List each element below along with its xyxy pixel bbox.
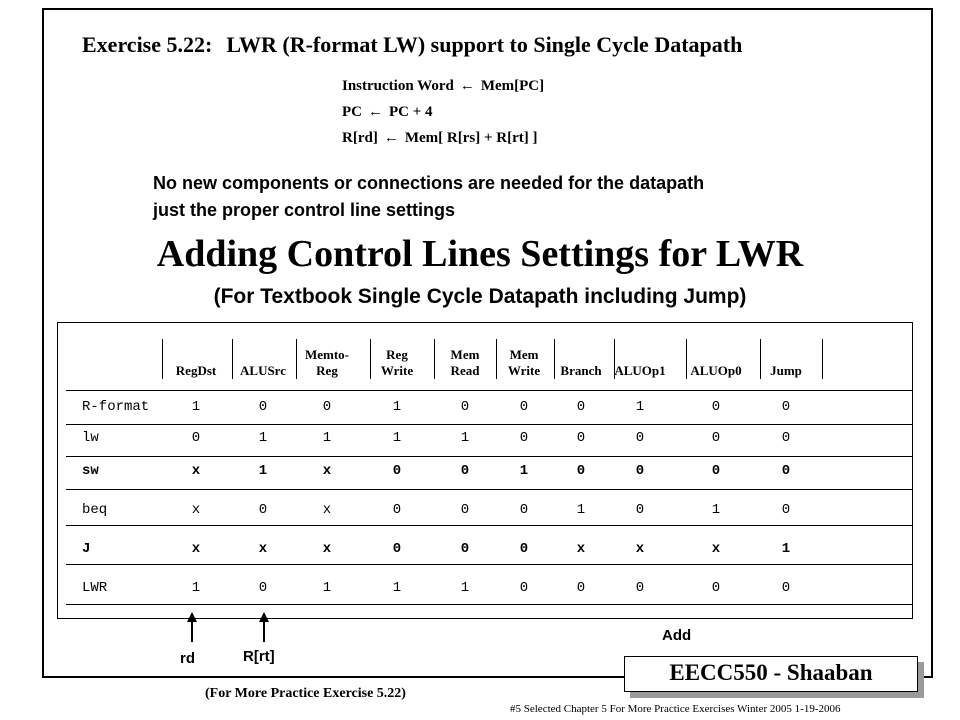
table-cell: 1: [519, 463, 529, 479]
row-label: beq: [82, 502, 108, 518]
column-tick: [822, 339, 823, 379]
column-header-bottom: ALUOp1: [614, 363, 666, 378]
table-cell: 0: [460, 502, 470, 518]
table-cell: 0: [576, 463, 586, 479]
page-title: Adding Control Lines Settings for LWR: [156, 233, 804, 275]
table-cell: 1: [460, 580, 470, 596]
column-header-bottom: Reg: [316, 363, 338, 378]
column-tick: [760, 339, 761, 379]
table-rule: [66, 525, 912, 526]
column-header: [240, 347, 286, 379]
table-cell: 0: [576, 399, 586, 415]
table-cell: 0: [519, 430, 529, 446]
table-cell: 0: [635, 502, 645, 518]
table-cell: x: [576, 541, 586, 557]
table-rule: [66, 424, 912, 425]
exercise-label: Exercise 5.22:: [82, 32, 213, 57]
table-cell: 0: [519, 502, 529, 518]
step-writeback: [342, 130, 537, 147]
table-cell: 0: [392, 502, 402, 518]
table-cell: x: [191, 502, 201, 518]
column-header: [560, 347, 601, 379]
table-cell: 0: [392, 463, 402, 479]
row-label: LWR: [82, 580, 108, 596]
table-cell: 0: [191, 430, 201, 446]
step-fetch-rhs: Mem[PC]: [480, 78, 545, 94]
table-cell: 0: [392, 541, 402, 557]
table-cell: x: [711, 541, 721, 557]
column-header-bottom: Write: [507, 363, 541, 378]
step-writeback-lhs: R[rd]: [342, 130, 378, 146]
row-label: sw: [82, 463, 99, 479]
table-cell: 0: [711, 463, 721, 479]
left-arrow-icon: ←: [368, 104, 383, 120]
rd-annotation: rd: [180, 650, 195, 667]
column-tick: [496, 339, 497, 379]
rt-pointer-shaft: [263, 620, 265, 642]
step-fetch-lhs: Instruction Word: [342, 78, 454, 94]
column-tick: [686, 339, 687, 379]
column-tick: [162, 339, 163, 379]
table-cell: 1: [191, 580, 201, 596]
table-rule: [66, 456, 912, 457]
step-pc-rhs: PC + 4: [389, 104, 433, 120]
table-cell: 0: [519, 541, 529, 557]
left-arrow-icon: ←: [383, 130, 399, 146]
note-line-2: just the proper control line settings: [153, 200, 456, 220]
table-cell: x: [191, 463, 201, 479]
column-header-top: [770, 347, 802, 363]
column-header-bottom: ALUOp0: [690, 363, 742, 378]
footer-note: (For More Practice Exercise 5.22): [205, 686, 406, 701]
table-cell: x: [635, 541, 645, 557]
column-tick: [232, 339, 233, 379]
column-header: [508, 347, 540, 379]
column-tick: [296, 339, 297, 379]
column-header-bottom: Write: [380, 363, 414, 378]
page-subtitle: (For Textbook Single Cycle Datapath including Jump): [213, 285, 747, 308]
exercise-title: [82, 32, 742, 58]
table-cell: 1: [460, 430, 470, 446]
step-pc-update: [342, 104, 433, 121]
table-rule: [66, 390, 912, 391]
table-cell: 0: [635, 463, 645, 479]
table-cell: 0: [711, 430, 721, 446]
rt-annotation: R[rt]: [243, 648, 275, 665]
table-cell: 0: [258, 502, 268, 518]
column-header: [305, 347, 349, 379]
column-header: [614, 347, 665, 379]
table-cell: 1: [635, 399, 645, 415]
left-arrow-icon: ←: [459, 78, 475, 94]
table-cell: 0: [460, 463, 470, 479]
column-header-bottom: Read: [450, 363, 480, 378]
column-header: [770, 347, 802, 379]
column-tick: [370, 339, 371, 379]
table-cell: 0: [519, 399, 529, 415]
column-tick: [554, 339, 555, 379]
column-header-top: [176, 347, 216, 363]
table-cell: 1: [392, 580, 402, 596]
column-header-top: [614, 347, 665, 363]
table-cell: 0: [781, 430, 791, 446]
table-cell: x: [322, 502, 332, 518]
table-cell: 0: [258, 580, 268, 596]
table-cell: 0: [781, 580, 791, 596]
column-header-top: Memto-: [304, 347, 350, 362]
row-label: J: [82, 541, 91, 557]
step-fetch: [342, 78, 544, 95]
course-badge: EECC550 - Shaaban: [624, 656, 918, 692]
table-cell: 1: [392, 399, 402, 415]
table-cell: 0: [635, 580, 645, 596]
table-cell: x: [191, 541, 201, 557]
table-cell: 1: [258, 430, 268, 446]
exercise-title-text: LWR (R-format LW) support to Single Cycle Datapath: [226, 32, 743, 57]
table-cell: 1: [392, 430, 402, 446]
table-rule: [66, 489, 912, 490]
add-annotation: Add: [662, 627, 692, 644]
table-cell: 0: [711, 580, 721, 596]
table-cell: 1: [322, 430, 332, 446]
table-rule: [66, 604, 912, 605]
table-cell: x: [322, 541, 332, 557]
step-writeback-rhs: Mem[ R[rs] + R[rt] ]: [404, 130, 538, 146]
column-header: [381, 347, 413, 379]
column-tick: [434, 339, 435, 379]
table-cell: 0: [519, 580, 529, 596]
table-cell: 0: [781, 463, 791, 479]
rd-pointer-shaft: [191, 620, 193, 642]
table-cell: 1: [576, 502, 586, 518]
column-header-bottom: Branch: [560, 363, 602, 378]
column-header-bottom: RegDst: [175, 363, 217, 378]
table-cell: 0: [635, 430, 645, 446]
table-cell: 1: [781, 541, 791, 557]
table-cell: 0: [258, 399, 268, 415]
column-header-top: Mem: [450, 347, 480, 362]
table-cell: 1: [258, 463, 268, 479]
step-pc-lhs: PC: [342, 104, 362, 120]
row-label: R-format: [82, 399, 150, 415]
table-cell: 1: [711, 502, 721, 518]
column-header-bottom: Jump: [770, 363, 802, 378]
table-cell: 1: [191, 399, 201, 415]
table-cell: 1: [322, 580, 332, 596]
column-header-bottom: ALUSrc: [240, 363, 286, 378]
column-header: [451, 347, 480, 379]
table-cell: 0: [460, 541, 470, 557]
table-cell: 0: [576, 580, 586, 596]
footer-info: #5 Selected Chapter 5 For More Practice Exercises Winter 2005 1-19-2006: [510, 703, 841, 715]
row-label: lw: [82, 430, 99, 446]
column-header-top: [560, 347, 601, 363]
table-cell: 0: [781, 502, 791, 518]
column-header: [690, 347, 741, 379]
table-cell: 0: [711, 399, 721, 415]
table-cell: 0: [576, 430, 586, 446]
table-cell: x: [258, 541, 268, 557]
table-cell: 0: [322, 399, 332, 415]
column-header-top: [240, 347, 286, 363]
table-rule: [66, 564, 912, 565]
column-header-top: Mem: [509, 347, 539, 362]
table-cell: 0: [781, 399, 791, 415]
table-cell: 0: [460, 399, 470, 415]
table-cell: x: [322, 463, 332, 479]
column-header-top: [690, 347, 741, 363]
column-header: [176, 347, 216, 379]
note-line-1: No new components or connections are needed for the datapath: [153, 173, 705, 193]
column-header-top: Reg: [386, 347, 408, 362]
